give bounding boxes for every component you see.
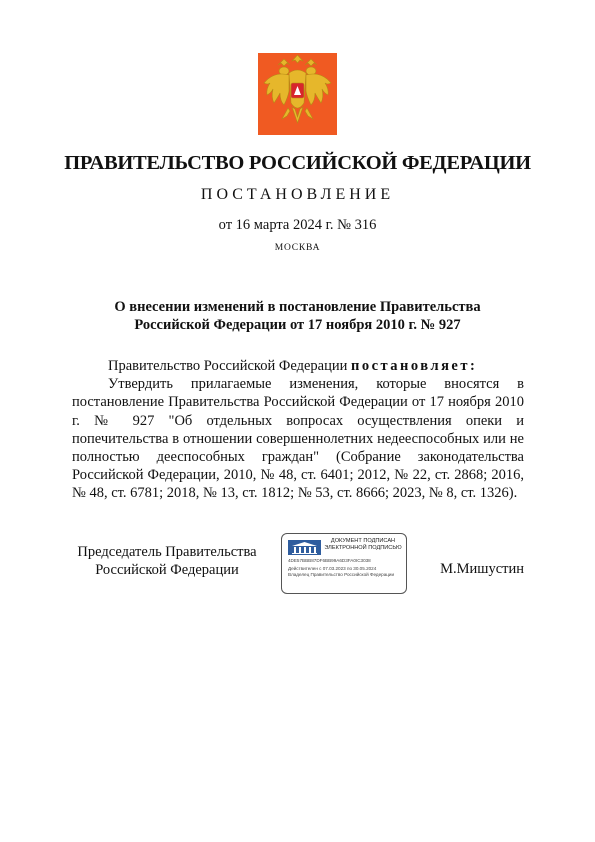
document-date-number: от 16 марта 2024 г. № 316 [218, 217, 377, 233]
document-type: ПОСТАНОВЛЕНИЕ [200, 186, 395, 203]
signatory-position [72, 543, 262, 579]
stamp-title-line-1: ДОКУМЕНТ ПОДПИСАН [330, 538, 396, 544]
stamp-title [322, 538, 404, 552]
signatory-name: М.Мишустин [440, 561, 524, 577]
electronic-signature-stamp [281, 533, 407, 594]
document-city: МОСКВА [274, 243, 321, 253]
stamp-validity: Действителен с 07.03.2023 по 30.05.2024 [288, 566, 377, 571]
coat-of-arms-emblem [258, 53, 337, 135]
intro-text: Правительство Российской Федерации [108, 358, 351, 374]
position-line-1: Председатель Правительства [77, 544, 257, 560]
intro-paragraph [72, 357, 524, 375]
stamp-title-line-2: ЭЛЕКТРОННОЙ ПОДПИСЬЮ [324, 545, 402, 551]
document-subject [0, 298, 595, 334]
subject-line-1: О внесении изменений в постановление Правительства [114, 299, 481, 315]
main-paragraph: Утвердить прилагаемые изменения, которые вносятся в постановление Правительства Российской Федерации от 17 ноября 2010 г. № 927 "Об отдельных вопросах осуществления опеки и попечительства в отношении совершеннолетних недееспособных или не полностью дееспособных граждан" (Собрание законодательства Российской Федерации, 2010, № 48, ст. 6401; 2012, № 22, ст. 2868; 2016, № 48, ст. 6781; 2018, № 13, ст. 1812; № 53, ст. 8666; 2023, № 8, ст. 1326). [72, 376, 524, 502]
subject-line-2: Российской Федерации от 17 ноября 2010 г. № 927 [134, 317, 461, 333]
position-line-2: Российской Федерации [95, 562, 239, 578]
stamp-details [288, 566, 402, 578]
organization-title: ПРАВИТЕЛЬСТВО РОССИЙСКОЙ ФЕДЕРАЦИИ [64, 152, 531, 174]
government-building-icon [288, 540, 321, 555]
stamp-owner: Владелец Правительство Российской Федерации [288, 572, 395, 577]
decree-word: постановляет: [350, 358, 478, 374]
stamp-certificate-number: 4DE57BBB87DF6BB99A6D3FA0IC3038 [288, 558, 371, 563]
document-body [72, 357, 524, 503]
